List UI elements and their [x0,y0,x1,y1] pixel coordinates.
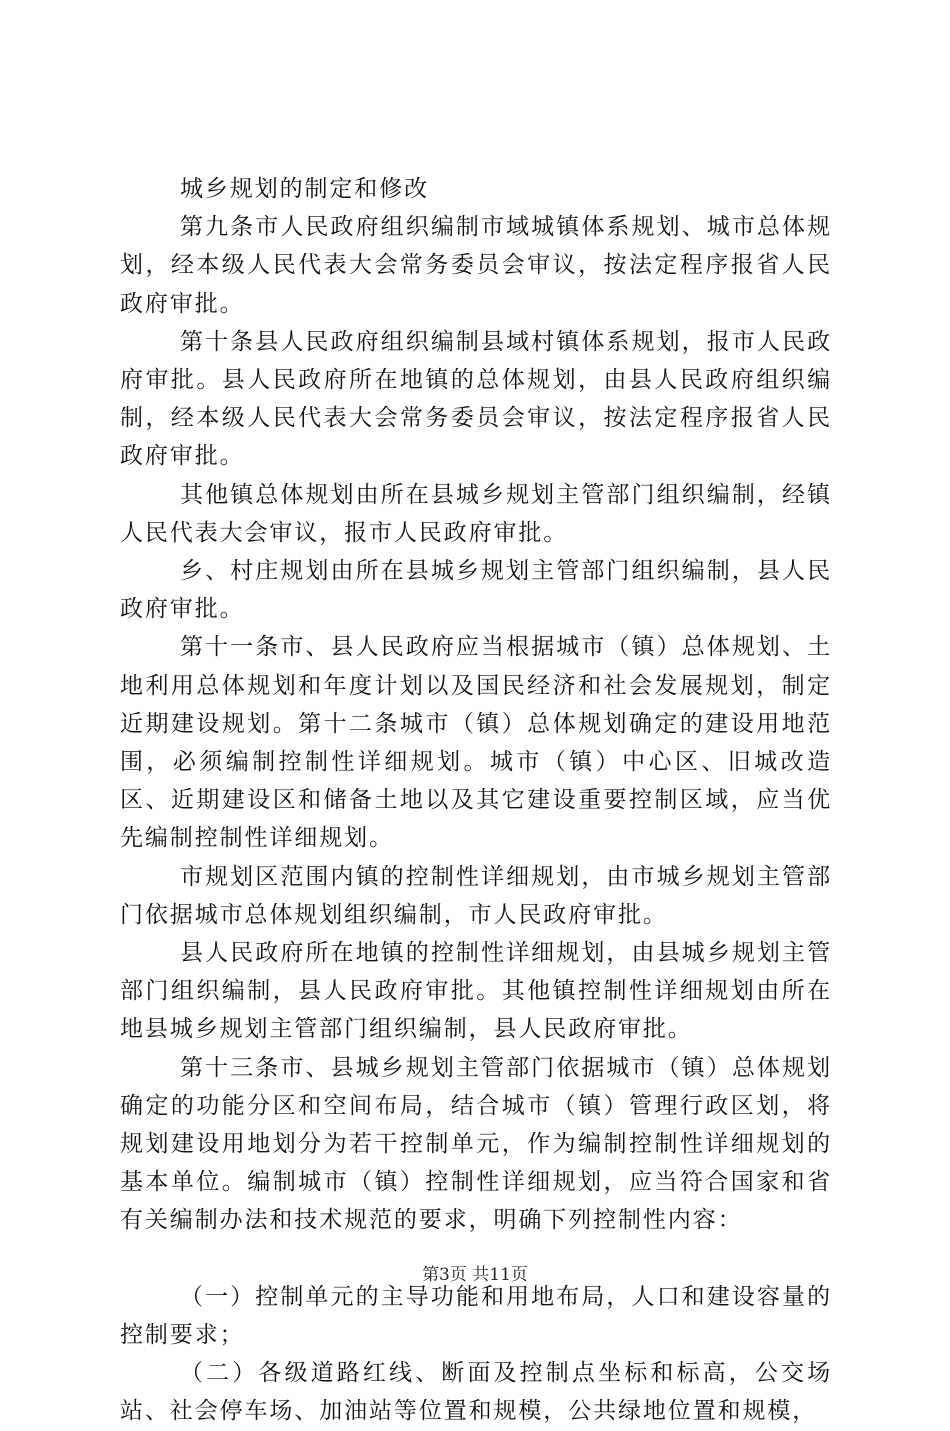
list-item-2: （二）各级道路红线、断面及控制点坐标和标高，公交场站、社会停车场、加油站等位置和规模，公共绿地位置和规模， [120,1360,832,1425]
paragraph-city-planning-area: 市规划区范围内镇的控制性详细规划，由市城乡规划主管部门依据城市总体规划组织编制，市人民政府审批。 [120,863,832,928]
paragraph-other-towns: 其他镇总体规划由所在县城乡规划主管部门组织编制，经镇人民代表大会审议，报市人民政府审批。 [120,481,832,546]
paragraph-article-9: 第九条市人民政府组织编制市域城镇体系规划、城市总体规划，经本级人民代表大会常务委员会审议，按法定程序报省人民政府审批。 [120,214,832,317]
paragraph-village-planning: 乡、村庄规划由所在县城乡规划主管部门组织编制，县人民政府审批。 [120,558,832,623]
list-item-1: （一）控制单元的主导功能和用地布局，人口和建设容量的控制要求； [120,1283,832,1348]
paragraph-article-11-12: 第十一条市、县人民政府应当根据城市（镇）总体规划、土地利用总体规划和年度计划以及国民经济和社会发展规划，制定近期建设规划。第十二条城市（镇）总体规划确定的建设用地范围，必须编制控制性详细规划。城市（镇）中心区、旧城改造区、近期建设区和储备土地以及其它建设重要控制区域，应当优先编制控制性详细规划。 [120,634,832,852]
section-heading: 城乡规划的制定和修改 [180,176,429,202]
document-body [120,170,832,1431]
paragraph-article-13: 第十三条市、县城乡规划主管部门依据城市（镇）总体规划确定的功能分区和空间布局，结合城市（镇）管理行政区划，将规划建设用地划分为若干控制单元，作为编制控制性详细规划的基本单位。编制城市（镇）控制性详细规划，应当符合国家和省有关编制办法和技术规范的要求，明确下列控制性内容： [120,1054,832,1234]
paragraph-county-seat-town: 县人民政府所在地镇的控制性详细规划，由县城乡规划主管部门组织编制，县人民政府审批。其他镇控制性详细规划由所在地县城乡规划主管部门组织编制，县人民政府审批。 [120,940,832,1043]
page-number-footer: 第3页 共11页 [422,1265,528,1285]
paragraph-article-10: 第十条县人民政府组织编制县域村镇体系规划，报市人民政府审批。县人民政府所在地镇的总体规划，由县人民政府组织编制，经本级人民代表大会常务委员会审议，按法定程序报省人民政府审批。 [120,328,832,470]
